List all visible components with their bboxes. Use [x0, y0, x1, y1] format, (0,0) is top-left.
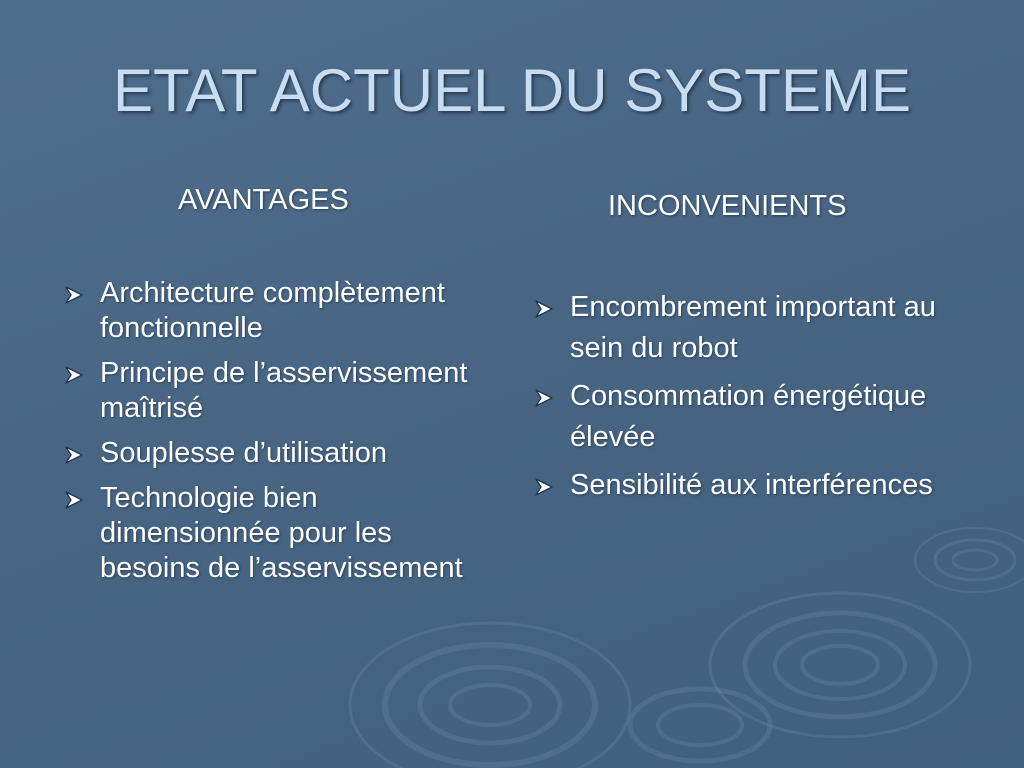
list-item-text: Technologie bien dimensionnée pour les besoins de l’asservissement: [100, 482, 463, 584]
arrowhead-bullet-icon: [64, 286, 84, 304]
list-item-text: Souplesse d’utilisation: [100, 437, 387, 469]
disadvantages-heading: INCONVENIENTS: [608, 190, 847, 222]
list-item: [534, 465, 974, 506]
arrowhead-bullet-icon: [534, 389, 554, 407]
list-item: [64, 481, 484, 586]
disadvantages-list: [534, 287, 974, 513]
advantages-heading: AVANTAGES: [178, 184, 349, 216]
list-item: [64, 276, 484, 346]
arrowhead-bullet-icon: [534, 300, 554, 318]
slide-title: ETAT ACTUEL DU SYSTEME: [113, 57, 911, 124]
list-item: [534, 376, 974, 458]
list-item: [64, 356, 484, 426]
list-item-text: Encombrement important au sein du robot: [570, 291, 936, 364]
list-item: [64, 436, 484, 471]
arrowhead-bullet-icon: [64, 446, 84, 464]
arrowhead-bullet-icon: [534, 478, 554, 496]
list-item-text: Architecture complètement fonctionnelle: [100, 277, 445, 344]
list-item-text: Sensibilité aux interférences: [570, 469, 933, 501]
advantages-list: [64, 276, 484, 596]
list-item-text: Consommation énergétique élevée: [570, 380, 927, 453]
arrowhead-bullet-icon: [64, 491, 84, 509]
list-item-text: Principe de l’asservissement maîtrisé: [100, 357, 468, 424]
arrowhead-bullet-icon: [64, 366, 84, 384]
list-item: [534, 287, 974, 369]
